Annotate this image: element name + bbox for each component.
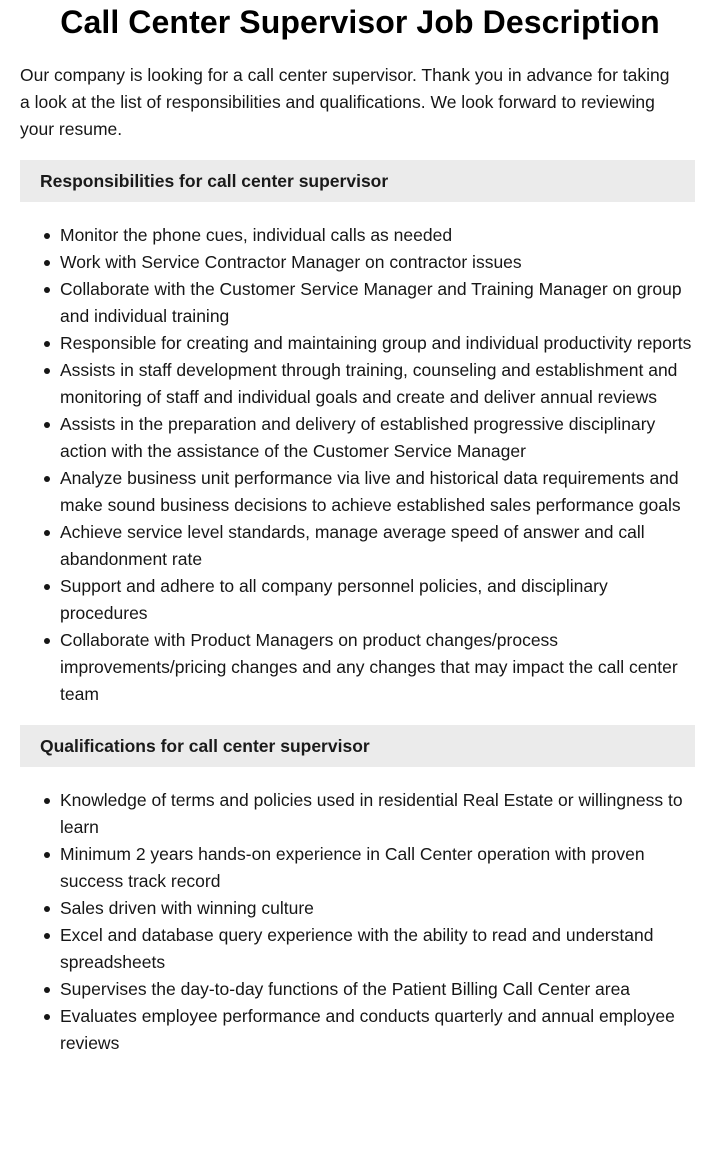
qualifications-heading: Qualifications for call center supervisor bbox=[20, 725, 695, 767]
qualification-item: Sales driven with winning culture bbox=[60, 895, 696, 922]
responsibilities-heading: Responsibilities for call center supervisor bbox=[20, 160, 695, 202]
qualification-item: Evaluates employee performance and conducts quarterly and annual employee reviews bbox=[60, 1003, 696, 1057]
qualification-item: Knowledge of terms and policies used in residential Real Estate or willingness to learn bbox=[60, 787, 696, 841]
qualifications-list bbox=[0, 787, 720, 1057]
responsibility-item: Assists in staff development through training, counseling and establishment and monitoring of staff and individual goals and create and deliver annual reviews bbox=[60, 357, 696, 411]
responsibilities-list bbox=[0, 222, 720, 708]
responsibility-item: Collaborate with the Customer Service Manager and Training Manager on group and individual training bbox=[60, 276, 696, 330]
responsibility-item: Collaborate with Product Managers on product changes/process improvements/pricing changes and any changes that may impact the call center team bbox=[60, 627, 696, 708]
responsibility-item: Support and adhere to all company personnel policies, and disciplinary procedures bbox=[60, 573, 696, 627]
qualification-item: Supervises the day-to-day functions of the Patient Billing Call Center area bbox=[60, 976, 696, 1003]
responsibility-item: Achieve service level standards, manage average speed of answer and call abandonment rate bbox=[60, 519, 696, 573]
responsibility-item: Assists in the preparation and delivery of established progressive disciplinary action with the assistance of the Customer Service Manager bbox=[60, 411, 696, 465]
responsibility-item: Responsible for creating and maintaining group and individual productivity reports bbox=[60, 330, 696, 357]
page-title: Call Center Supervisor Job Description bbox=[60, 4, 660, 40]
intro-paragraph: Our company is looking for a call center supervisor. Thank you in advance for taking a look at the list of responsibilities and qualifications. We look forward to reviewing your resume. bbox=[20, 65, 670, 139]
responsibility-item: Analyze business unit performance via live and historical data requirements and make sound business decisions to achieve established sales performance goals bbox=[60, 465, 696, 519]
qualification-item: Excel and database query experience with the ability to read and understand spreadsheets bbox=[60, 922, 696, 976]
qualification-item: Minimum 2 years hands-on experience in Call Center operation with proven success track record bbox=[60, 841, 696, 895]
responsibility-item: Monitor the phone cues, individual calls as needed bbox=[60, 222, 696, 249]
responsibility-item: Work with Service Contractor Manager on contractor issues bbox=[60, 249, 696, 276]
